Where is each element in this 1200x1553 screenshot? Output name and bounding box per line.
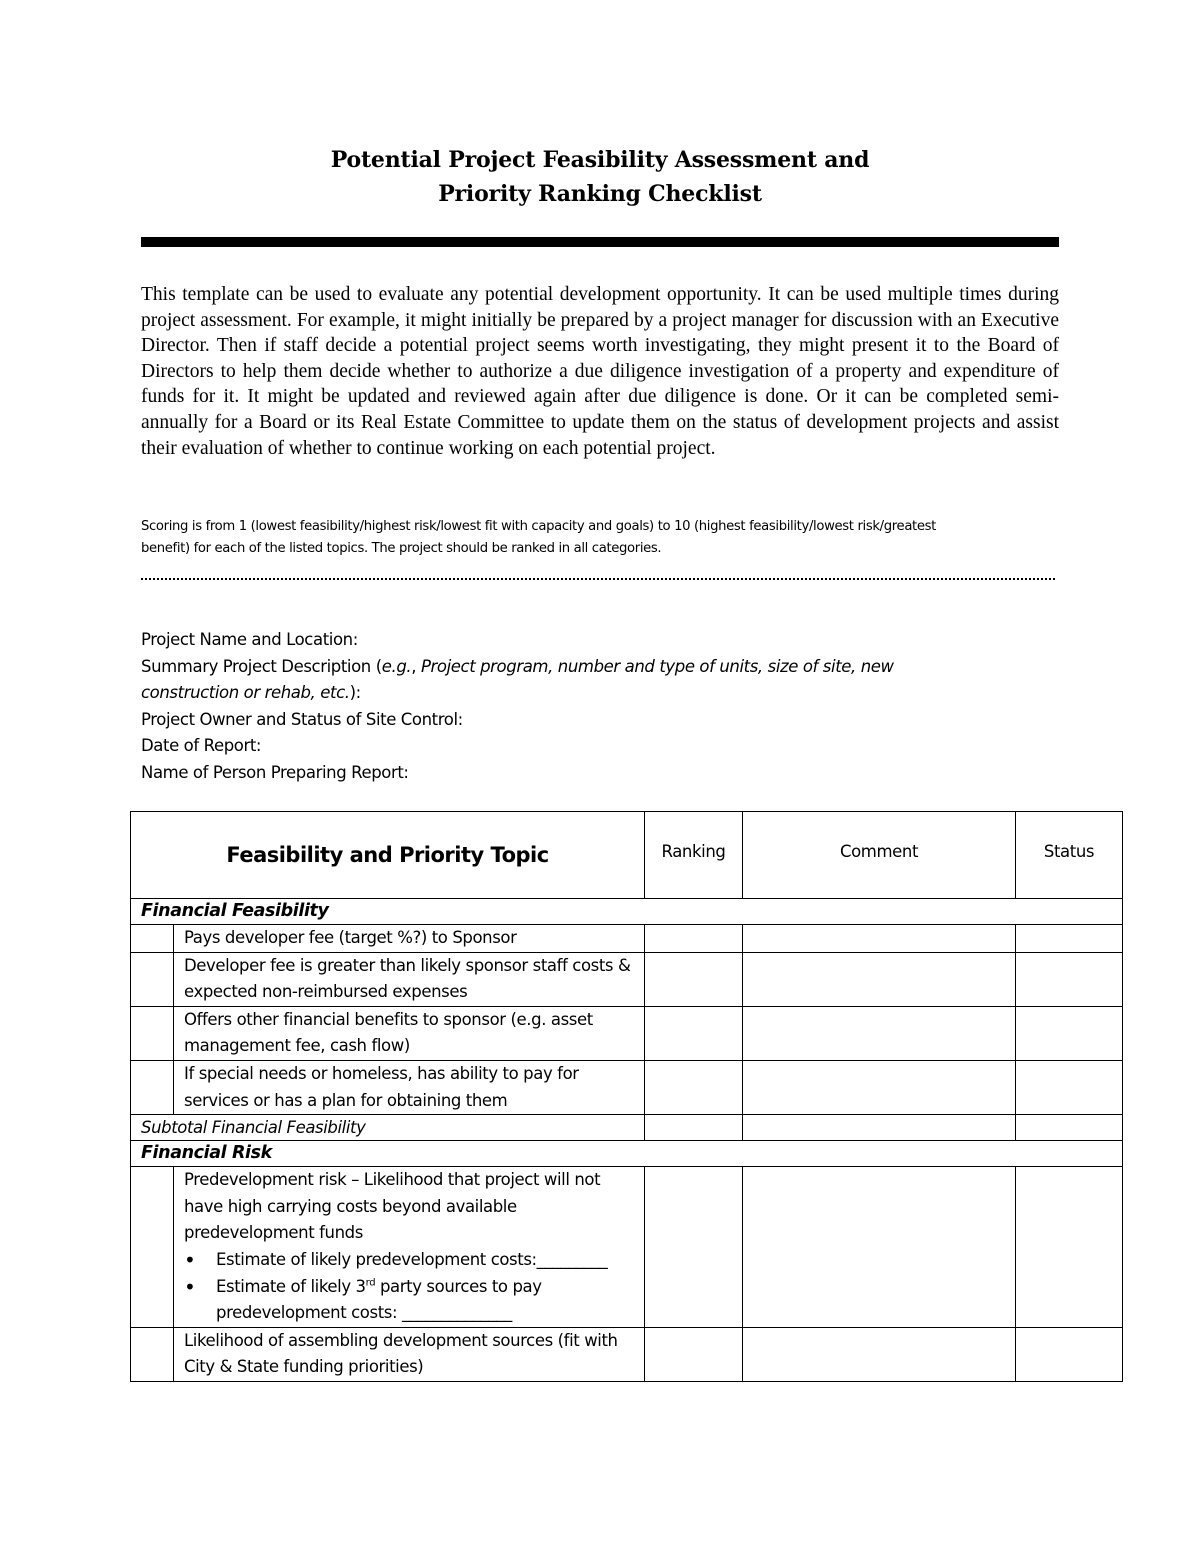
table-row — [131, 1327, 1123, 1381]
section-title: Financial Feasibility — [131, 899, 1123, 925]
title-divider — [141, 237, 1059, 247]
status-cell[interactable] — [1016, 1327, 1123, 1381]
table-row — [131, 1006, 1123, 1060]
summary-example-eg: e.g. — [381, 656, 412, 676]
topic-cell: Pays developer fee (target %?) to Sponsor — [174, 925, 645, 953]
status-cell[interactable] — [1016, 1060, 1123, 1114]
ranking-cell[interactable] — [645, 1115, 743, 1141]
section-title: Financial Risk — [131, 1141, 1123, 1167]
comment-cell[interactable] — [743, 1327, 1016, 1381]
section-row-financial-risk — [131, 1141, 1123, 1167]
bullet-item — [216, 1274, 634, 1327]
scoring-note — [141, 516, 1059, 560]
summary-description-field-cont — [141, 680, 1059, 707]
ranking-cell[interactable] — [645, 925, 743, 953]
row-marker-cell[interactable] — [131, 1167, 174, 1328]
title-line-1: Potential Project Feasibility Assessment and — [330, 147, 870, 173]
summary-example-text: Project program, number and type of units, size of site, new — [420, 656, 894, 676]
table-row — [131, 952, 1123, 1006]
row-marker-cell[interactable] — [131, 925, 174, 953]
table-header-row — [131, 812, 1123, 899]
project-name-field: Project Name and Location: — [141, 630, 358, 649]
summary-close: ): — [349, 683, 361, 703]
comment-cell[interactable] — [743, 925, 1016, 953]
topic-cell: Offers other financial benefits to sponsor (e.g. asset management fee, cash flow) — [174, 1006, 645, 1060]
table-row — [131, 925, 1123, 953]
topic-text: Predevelopment risk – Likelihood that project will not have high carrying costs beyond available predevelopment funds — [184, 1170, 601, 1243]
comment-cell[interactable] — [743, 1060, 1016, 1114]
feasibility-table — [130, 811, 1123, 1382]
status-cell[interactable] — [1016, 1167, 1123, 1328]
document-title — [140, 143, 1060, 211]
topic-bullets — [184, 1247, 634, 1327]
table-row — [131, 1060, 1123, 1114]
row-marker-cell[interactable] — [131, 1327, 174, 1381]
row-marker-cell[interactable] — [131, 952, 174, 1006]
report-date-field: Date of Report: — [141, 736, 262, 756]
row-marker-cell[interactable] — [131, 1006, 174, 1060]
status-cell[interactable] — [1016, 1115, 1123, 1141]
title-line-2: Priority Ranking Checklist — [438, 181, 762, 207]
header-ranking: Ranking — [645, 812, 743, 899]
ranking-cell[interactable] — [645, 1006, 743, 1060]
intro-paragraph: This template can be used to evaluate any potential development opportunity. It can be used multiple times during project assessment. For example, it might initially be prepared by a project manager for discussion with an Executive Director. Then if staff decide a potential project seems worth investigating, they might present it to the Board of Directors to help them decide whether to authorize a due diligence investigation of a property and expenditure of funds for it. It might be updated and reviewed again after due diligence is done. Or it can be completed semi-annually for a Board or its Real Estate Committee to update them on the status of development projects and assist their evaluation of whether to continue working on each potential project. — [141, 284, 1059, 459]
comment-cell[interactable] — [743, 1115, 1016, 1141]
bullet-superscript: rd — [365, 1277, 376, 1289]
bullet-item: • Estimate of likely predevelopment costs:_________ — [216, 1247, 634, 1274]
header-status: Status — [1016, 812, 1123, 899]
preparer-name-field: Name of Person Preparing Report: — [141, 762, 409, 782]
row-marker-cell[interactable] — [131, 1060, 174, 1114]
summary-example-sep: , — [411, 656, 421, 676]
header-comment: Comment — [743, 812, 1016, 899]
subtotal-row-financial-feasibility — [131, 1115, 1123, 1141]
summary-label: Summary Project Description ( — [141, 656, 382, 676]
comment-cell[interactable] — [743, 952, 1016, 1006]
table-row — [131, 1167, 1123, 1328]
bullet-text-a: Estimate of likely 3 — [216, 1276, 366, 1296]
topic-cell: Developer fee is greater than likely sponsor staff costs & expected non-reimbursed expenses — [174, 952, 645, 1006]
topic-cell: If special needs or homeless, has ability to pay for services or has a plan for obtaining them — [174, 1060, 645, 1114]
ranking-cell[interactable] — [645, 1327, 743, 1381]
header-topic: Feasibility and Priority Topic — [131, 812, 645, 899]
status-cell[interactable] — [1016, 952, 1123, 1006]
status-cell[interactable] — [1016, 925, 1123, 953]
owner-status-field: Project Owner and Status of Site Control: — [141, 709, 463, 729]
bullet-text-b: party sources to pay predevelopment costs: ______________ — [216, 1276, 542, 1323]
subtotal-label: Subtotal Financial Feasibility — [131, 1115, 645, 1141]
status-cell[interactable] — [1016, 1006, 1123, 1060]
summary-description-field — [141, 654, 1059, 681]
section-divider — [141, 578, 1055, 580]
ranking-cell[interactable] — [645, 1060, 743, 1114]
scoring-line-1: Scoring is from 1 (lowest feasibility/highest risk/lowest fit with capacity and goals) to 10 (highest feasibility/lowest risk/greatest — [141, 519, 936, 534]
report-fields — [141, 627, 1059, 787]
topic-cell: Likelihood of assembling development sources (fit with City & State funding priorities) — [174, 1327, 645, 1381]
comment-cell[interactable] — [743, 1167, 1016, 1328]
topic-cell — [174, 1167, 645, 1328]
section-row-financial-feasibility — [131, 899, 1123, 925]
summary-example-text-2: construction or rehab, etc. — [141, 683, 350, 703]
ranking-cell[interactable] — [645, 1167, 743, 1328]
ranking-cell[interactable] — [645, 952, 743, 1006]
comment-cell[interactable] — [743, 1006, 1016, 1060]
scoring-line-2: benefit) for each of the listed topics. The project should be ranked in all categories. — [141, 541, 662, 556]
